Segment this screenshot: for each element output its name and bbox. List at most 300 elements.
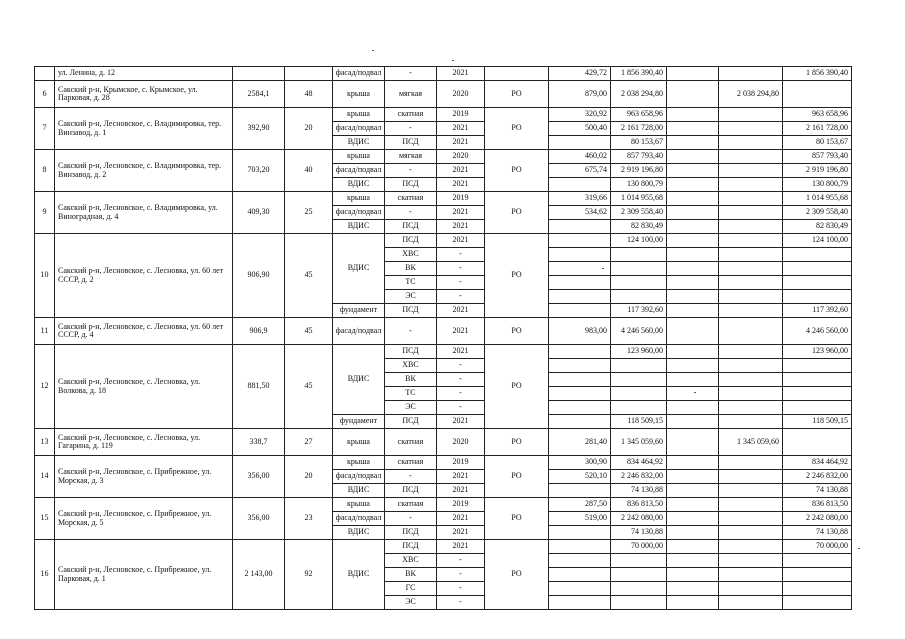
work-kind-cell: ВДИС xyxy=(333,345,385,415)
empty-cell xyxy=(667,512,719,526)
work-type-cell: ПСД xyxy=(385,540,437,554)
total-cell: 2 246 832,00 xyxy=(783,470,852,484)
total-cell: 80 153,67 xyxy=(783,136,852,150)
address-cell: Сакский р-н, Лесновское, с. Лесновка, ул. 60 лет СССР, д. 2 xyxy=(55,234,233,318)
area-cell: 356,00 xyxy=(233,456,285,498)
org-cell: РО xyxy=(485,192,549,234)
address-cell: Сакский р-н, Крымское, с. Крымское, ул. Парковая, д. 28 xyxy=(55,81,233,108)
year-cell: 2019 xyxy=(437,456,485,470)
tariff-cell: 500,40 xyxy=(549,122,611,136)
year-cell: - xyxy=(437,290,485,304)
work-type-cell: ПСД xyxy=(385,345,437,359)
total-cell xyxy=(783,359,852,373)
work-kind-cell: крыша xyxy=(333,456,385,470)
table-row xyxy=(35,540,852,554)
tariff-cell: 287,50 xyxy=(549,498,611,512)
tariff-cell xyxy=(549,596,611,610)
area-cell: 2 143,00 xyxy=(233,540,285,610)
org-cell: РО xyxy=(485,234,549,318)
work-type-cell: скатная xyxy=(385,108,437,122)
work-type-cell: ХВС xyxy=(385,248,437,262)
work-type-cell: мягкая xyxy=(385,81,437,108)
tariff-cell xyxy=(549,345,611,359)
total-cell: 2 161 728,00 xyxy=(783,122,852,136)
total-cell: 836 813,50 xyxy=(783,498,852,512)
work-type-cell: ПСД xyxy=(385,304,437,318)
paid-cell: 1 345 059,60 xyxy=(719,429,783,456)
empty-cell xyxy=(667,81,719,108)
work-type-cell: ПСД xyxy=(385,526,437,540)
cost-cell: 857 793,40 xyxy=(611,150,667,164)
total-cell: 2 309 558,40 xyxy=(783,206,852,220)
empty-cell xyxy=(667,220,719,234)
year-cell: - xyxy=(437,373,485,387)
year-cell: - xyxy=(437,248,485,262)
empty-cell xyxy=(667,498,719,512)
paid-cell xyxy=(719,387,783,401)
work-type-cell: ТС xyxy=(385,276,437,290)
empty-cell xyxy=(667,456,719,470)
row-number: 11 xyxy=(35,318,55,345)
cost-cell xyxy=(611,387,667,401)
tariff-cell: 519,00 xyxy=(549,512,611,526)
paid-cell xyxy=(719,554,783,568)
total-cell: 70 000,00 xyxy=(783,540,852,554)
paid-cell xyxy=(719,304,783,318)
year-cell: 2021 xyxy=(437,526,485,540)
area-cell: 906,90 xyxy=(233,234,285,318)
year-cell: - xyxy=(437,554,485,568)
work-kind-cell: ВДИС xyxy=(333,136,385,150)
work-kind-cell: фасад/подвал xyxy=(333,206,385,220)
paid-cell xyxy=(719,470,783,484)
cost-cell: 2 246 832,00 xyxy=(611,470,667,484)
cost-cell xyxy=(611,290,667,304)
empty-cell xyxy=(667,484,719,498)
cost-cell xyxy=(611,554,667,568)
tariff-cell xyxy=(549,415,611,429)
work-kind-cell: крыша xyxy=(333,192,385,206)
tariff-cell: 983,00 xyxy=(549,318,611,345)
work-kind-cell: ВДИС xyxy=(333,526,385,540)
work-kind-cell: ВДИС xyxy=(333,540,385,610)
flats-cell: 20 xyxy=(285,108,333,150)
org-cell: РО xyxy=(485,456,549,498)
table-row xyxy=(35,345,852,359)
paid-cell: 2 038 294,80 xyxy=(719,81,783,108)
cost-cell xyxy=(611,568,667,582)
work-type-cell: скатная xyxy=(385,192,437,206)
empty-cell xyxy=(667,526,719,540)
flats-cell: 25 xyxy=(285,192,333,234)
empty-cell xyxy=(667,276,719,290)
empty-cell xyxy=(667,470,719,484)
total-cell: 1 014 955,68 xyxy=(783,192,852,206)
work-kind-cell: фундамент xyxy=(333,415,385,429)
org-cell: РО xyxy=(485,150,549,192)
paid-cell xyxy=(719,568,783,582)
year-cell: 2019 xyxy=(437,498,485,512)
cost-cell xyxy=(611,359,667,373)
total-cell: 2 242 080,00 xyxy=(783,512,852,526)
flats-cell: 23 xyxy=(285,498,333,540)
total-cell: 123 960,00 xyxy=(783,345,852,359)
work-type-cell: ХВС xyxy=(385,359,437,373)
tariff-cell xyxy=(549,248,611,262)
cost-cell: 834 464,92 xyxy=(611,456,667,470)
paid-cell xyxy=(719,178,783,192)
total-cell: 4 246 560,00 xyxy=(783,318,852,345)
table-row xyxy=(35,498,852,512)
total-cell xyxy=(783,554,852,568)
cost-cell: 1 014 955,68 xyxy=(611,192,667,206)
year-cell: 2021 xyxy=(437,318,485,345)
work-type-cell: - xyxy=(385,206,437,220)
flats-cell: 48 xyxy=(285,81,333,108)
year-cell: 2021 xyxy=(437,178,485,192)
paid-cell xyxy=(719,192,783,206)
year-cell: 2021 xyxy=(437,484,485,498)
paid-cell xyxy=(719,150,783,164)
year-cell: 2021 xyxy=(437,122,485,136)
cost-cell: 963 658,96 xyxy=(611,108,667,122)
year-cell: - xyxy=(437,359,485,373)
row-number: 16 xyxy=(35,540,55,610)
work-type-cell: - xyxy=(385,122,437,136)
empty-cell xyxy=(667,540,719,554)
address-cell: Сакский р-н, Лесновское, с. Лесновка, ул. 60 лет СССР, д. 4 xyxy=(55,318,233,345)
total-cell xyxy=(783,373,852,387)
cost-cell: 118 509,15 xyxy=(611,415,667,429)
total-cell: 118 509,15 xyxy=(783,415,852,429)
org-cell: РО xyxy=(485,108,549,150)
year-cell: 2021 xyxy=(437,304,485,318)
table-row xyxy=(35,234,852,248)
empty-cell xyxy=(667,192,719,206)
flats-cell xyxy=(285,67,333,81)
org-cell: РО xyxy=(485,318,549,345)
work-type-cell: скатная xyxy=(385,429,437,456)
work-type-cell: ПСД xyxy=(385,136,437,150)
paid-cell xyxy=(719,220,783,234)
work-type-cell: ЭС xyxy=(385,596,437,610)
area-cell: 392,90 xyxy=(233,108,285,150)
paid-cell xyxy=(719,234,783,248)
year-cell: 2021 xyxy=(437,220,485,234)
tariff-cell xyxy=(549,582,611,596)
work-kind-cell: фасад/подвал xyxy=(333,122,385,136)
paid-cell xyxy=(719,318,783,345)
tariff-cell xyxy=(549,276,611,290)
total-cell: 2 919 196,80 xyxy=(783,164,852,178)
cost-cell: 2 038 294,80 xyxy=(611,81,667,108)
work-kind-cell: фасад/подвал xyxy=(333,470,385,484)
year-cell: 2021 xyxy=(437,136,485,150)
year-cell: - xyxy=(437,276,485,290)
year-cell: - xyxy=(437,568,485,582)
work-type-cell: - xyxy=(385,512,437,526)
year-cell: 2019 xyxy=(437,192,485,206)
tariff-cell: 879,00 xyxy=(549,81,611,108)
year-cell: 2021 xyxy=(437,415,485,429)
work-kind-cell: ВДИС xyxy=(333,220,385,234)
year-cell: - xyxy=(437,262,485,276)
total-cell xyxy=(783,262,852,276)
work-kind-cell: крыша xyxy=(333,498,385,512)
work-type-cell: ВК xyxy=(385,373,437,387)
empty-cell xyxy=(667,554,719,568)
empty-cell xyxy=(667,262,719,276)
address-cell: Сакский р-н, Лесновское, с. Прибрежное, ул. Морская, д. 3 xyxy=(55,456,233,498)
empty-cell xyxy=(667,318,719,345)
empty-cell xyxy=(667,387,719,401)
cost-cell xyxy=(611,373,667,387)
cost-cell: 117 392,60 xyxy=(611,304,667,318)
work-type-cell: - xyxy=(385,164,437,178)
tariff-cell xyxy=(549,234,611,248)
area-cell: 356,00 xyxy=(233,498,285,540)
total-cell: 963 658,96 xyxy=(783,108,852,122)
work-kind-cell: фундамент xyxy=(333,304,385,318)
paid-cell xyxy=(719,582,783,596)
address-cell: Сакский р-н, Лесновское, с. Лесновка, ул. Волкова, д. 18 xyxy=(55,345,233,429)
org-cell: РО xyxy=(485,345,549,429)
year-cell: 2021 xyxy=(437,540,485,554)
tariff-cell xyxy=(549,304,611,318)
row-number: 15 xyxy=(35,498,55,540)
cost-cell: 80 153,67 xyxy=(611,136,667,150)
year-cell: 2021 xyxy=(437,234,485,248)
work-kind-cell: крыша xyxy=(333,429,385,456)
org-cell: РО xyxy=(485,540,549,610)
org-cell: РО xyxy=(485,498,549,540)
row-number: 12 xyxy=(35,345,55,429)
total-cell xyxy=(783,401,852,415)
cost-cell: 74 130,88 xyxy=(611,484,667,498)
scan-speck xyxy=(452,60,454,61)
total-cell: 857 793,40 xyxy=(783,150,852,164)
year-cell: 2019 xyxy=(437,108,485,122)
total-cell xyxy=(783,290,852,304)
empty-cell xyxy=(667,248,719,262)
paid-cell xyxy=(719,401,783,415)
flats-cell: 92 xyxy=(285,540,333,610)
paid-cell xyxy=(719,596,783,610)
cost-cell: 1 856 390,40 xyxy=(611,67,667,81)
paid-cell xyxy=(719,498,783,512)
year-cell: 2021 xyxy=(437,67,485,81)
work-kind-cell: крыша xyxy=(333,108,385,122)
tariff-cell xyxy=(549,554,611,568)
total-cell: 74 130,88 xyxy=(783,484,852,498)
area-cell: 906,9 xyxy=(233,318,285,345)
year-cell: - xyxy=(437,401,485,415)
work-type-cell: мягкая xyxy=(385,150,437,164)
work-kind-cell: крыша xyxy=(333,81,385,108)
flats-cell: 45 xyxy=(285,234,333,318)
cost-cell: 1 345 059,60 xyxy=(611,429,667,456)
tariff-cell xyxy=(549,290,611,304)
tariff-cell xyxy=(549,484,611,498)
tariff-cell xyxy=(549,178,611,192)
year-cell: 2020 xyxy=(437,150,485,164)
work-type-cell: ПСД xyxy=(385,415,437,429)
work-type-cell: - xyxy=(385,318,437,345)
tariff-cell: 520,10 xyxy=(549,470,611,484)
work-type-cell: - xyxy=(385,470,437,484)
address-cell: ул. Ленина, д. 12 xyxy=(55,67,233,81)
area-cell: 2584,1 xyxy=(233,81,285,108)
table-row xyxy=(35,81,852,108)
year-cell: 2021 xyxy=(437,206,485,220)
tariff-cell: 300,90 xyxy=(549,456,611,470)
tariff-cell xyxy=(549,526,611,540)
year-cell: 2021 xyxy=(437,512,485,526)
tariff-cell: 281,40 xyxy=(549,429,611,456)
tariff-cell xyxy=(549,540,611,554)
empty-cell xyxy=(667,164,719,178)
empty-cell xyxy=(667,136,719,150)
paid-cell xyxy=(719,206,783,220)
total-cell: 82 830,49 xyxy=(783,220,852,234)
paid-cell xyxy=(719,373,783,387)
cost-cell: 4 246 560,00 xyxy=(611,318,667,345)
address-cell: Сакский р-н, Лесновское, с. Прибрежное, ул. Морская, д. 5 xyxy=(55,498,233,540)
year-cell: - xyxy=(437,596,485,610)
cost-cell: 2 161 728,00 xyxy=(611,122,667,136)
year-cell: 2021 xyxy=(437,164,485,178)
work-type-cell: ЭС xyxy=(385,401,437,415)
work-type-cell: ПСД xyxy=(385,484,437,498)
tariff-cell xyxy=(549,136,611,150)
paid-cell xyxy=(719,67,783,81)
total-cell xyxy=(783,248,852,262)
total-cell xyxy=(783,429,852,456)
address-cell: Сакский р-н, Лесновское, с. Прибрежное, ул. Парковая, д. 1 xyxy=(55,540,233,610)
work-type-cell: ГС xyxy=(385,582,437,596)
tariff-cell xyxy=(549,387,611,401)
year-cell: 2021 xyxy=(437,345,485,359)
tariff-cell: 429,72 xyxy=(549,67,611,81)
cost-cell: 123 960,00 xyxy=(611,345,667,359)
paid-cell xyxy=(719,122,783,136)
paid-cell xyxy=(719,108,783,122)
repair-program-table xyxy=(34,66,852,610)
total-cell xyxy=(783,387,852,401)
empty-cell xyxy=(667,67,719,81)
cost-cell: 70 000,00 xyxy=(611,540,667,554)
tariff-cell xyxy=(549,401,611,415)
year-cell: 2020 xyxy=(437,81,485,108)
work-kind-cell: ВДИС xyxy=(333,178,385,192)
table-row xyxy=(35,108,852,122)
address-cell: Сакский р-н, Лесновское, с. Владимировка, тер. Винзавод, д. 2 xyxy=(55,150,233,192)
table-row xyxy=(35,192,852,206)
row-number: 13 xyxy=(35,429,55,456)
year-cell: 2021 xyxy=(437,470,485,484)
area-cell: 409,30 xyxy=(233,192,285,234)
work-type-cell: ТС xyxy=(385,387,437,401)
row-number: 10 xyxy=(35,234,55,318)
empty-cell xyxy=(667,290,719,304)
work-kind-cell: фасад/подвал xyxy=(333,318,385,345)
cost-cell xyxy=(611,596,667,610)
address-cell: Сакский р-н, Лесновское, с. Владимировка, тер. Винзавод, д. 1 xyxy=(55,108,233,150)
total-cell xyxy=(783,568,852,582)
table-body xyxy=(35,67,852,610)
total-cell: 117 392,60 xyxy=(783,304,852,318)
empty-cell xyxy=(667,178,719,192)
work-type-cell: ВК xyxy=(385,568,437,582)
org-cell xyxy=(485,67,549,81)
empty-cell xyxy=(667,596,719,610)
work-kind-cell: крыша xyxy=(333,150,385,164)
work-kind-cell: фасад/подвал xyxy=(333,512,385,526)
paid-cell xyxy=(719,136,783,150)
cost-cell: 2 242 080,00 xyxy=(611,512,667,526)
scan-speck xyxy=(372,50,374,51)
tariff-cell: 460,02 xyxy=(549,150,611,164)
empty-cell xyxy=(667,415,719,429)
scan-speck xyxy=(858,548,860,549)
work-type-cell: - xyxy=(385,67,437,81)
work-type-cell: скатная xyxy=(385,456,437,470)
work-type-cell: ЭС xyxy=(385,290,437,304)
org-cell: РО xyxy=(485,429,549,456)
year-cell: - xyxy=(437,582,485,596)
cost-cell xyxy=(611,276,667,290)
year-cell: 2020 xyxy=(437,429,485,456)
empty-cell xyxy=(667,108,719,122)
row-number: 14 xyxy=(35,456,55,498)
paid-cell xyxy=(719,484,783,498)
address-cell: Сакский р-н, Лесновское, с. Владимировка, ул. Виноградная, д. 4 xyxy=(55,192,233,234)
paid-cell xyxy=(719,540,783,554)
empty-cell xyxy=(667,359,719,373)
row-number xyxy=(35,67,55,81)
work-type-cell: ПСД xyxy=(385,178,437,192)
paid-cell xyxy=(719,359,783,373)
empty-cell xyxy=(667,234,719,248)
total-cell: 1 856 390,40 xyxy=(783,67,852,81)
work-kind-cell: фасад/подвал xyxy=(333,164,385,178)
paid-cell xyxy=(719,415,783,429)
paid-cell xyxy=(719,526,783,540)
total-cell: 74 130,88 xyxy=(783,526,852,540)
total-cell xyxy=(783,81,852,108)
area-cell: 703,20 xyxy=(233,150,285,192)
paid-cell xyxy=(719,456,783,470)
work-type-cell: ПСД xyxy=(385,234,437,248)
work-type-cell: ВК xyxy=(385,262,437,276)
total-cell xyxy=(783,596,852,610)
work-kind-cell: ВДИС xyxy=(333,234,385,304)
row-number: 9 xyxy=(35,192,55,234)
row-number: 7 xyxy=(35,108,55,150)
work-type-cell: ПСД xyxy=(385,220,437,234)
cost-cell xyxy=(611,401,667,415)
tariff-cell xyxy=(549,359,611,373)
flats-cell: 45 xyxy=(285,318,333,345)
total-cell xyxy=(783,582,852,596)
paid-cell xyxy=(719,262,783,276)
empty-cell xyxy=(667,568,719,582)
work-kind-cell: ВДИС xyxy=(333,484,385,498)
paid-cell xyxy=(719,290,783,304)
cost-cell xyxy=(611,248,667,262)
tariff-cell xyxy=(549,568,611,582)
work-kind-cell: фасад/подвал xyxy=(333,67,385,81)
